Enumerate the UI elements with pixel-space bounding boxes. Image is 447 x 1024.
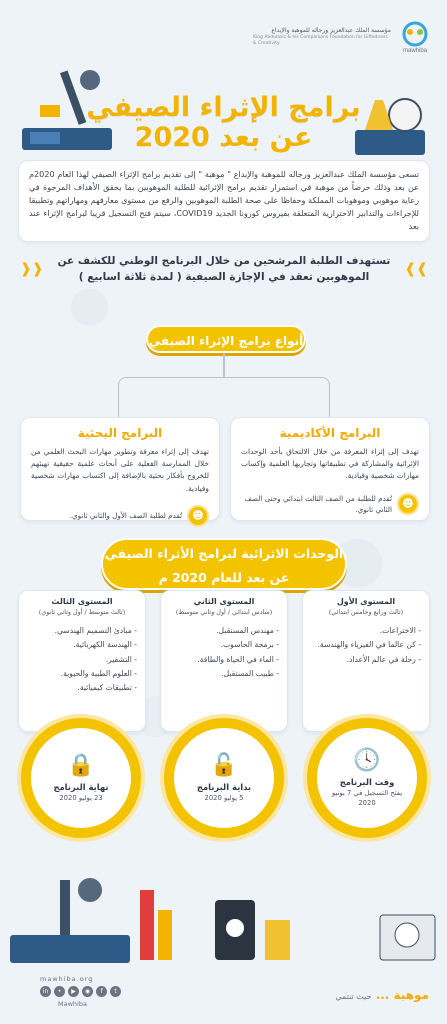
list-item: - الاختراعات. bbox=[379, 626, 421, 636]
target-banner bbox=[20, 243, 428, 295]
list-item: - مهندس المستقبل. bbox=[216, 626, 279, 636]
academic-program-card bbox=[230, 417, 430, 521]
academic-body: تهدف إلى إثراء المعرفة من خلال الالتحاق بأحد الوحدات الإثرائية والمشاركة في تطبيقاتها وتجاربها العلمية وإكساب مهارات شخصية وقيادية. bbox=[241, 447, 419, 481]
units-heading: الوحدات الاثرائية لبرامج الأثراء الصيفي عن بعد للعام 2020 م bbox=[101, 538, 347, 590]
facebook-icon[interactable]: f bbox=[96, 986, 107, 997]
page-title-line1: برامج الإثراء الصيفي bbox=[86, 92, 361, 123]
level-1-heading: المستوى الأول (ثالث ورابع وخامس ابتدائي) bbox=[328, 597, 404, 616]
level-2-card bbox=[160, 590, 288, 732]
students-icon: ☻ bbox=[187, 505, 209, 527]
intro-card bbox=[18, 160, 430, 242]
start-date-circle: 🔓 بداية البرنامج 5 يوليو 2020 bbox=[164, 718, 284, 838]
level-1-card bbox=[302, 590, 430, 732]
list-item: - الماء في الحياة والطاقة. bbox=[197, 654, 279, 664]
youtube-icon[interactable]: ▶ bbox=[68, 986, 79, 997]
list-item: - تطبيقات كيميائية. bbox=[77, 682, 137, 692]
flickr-icon[interactable]: • bbox=[54, 986, 65, 997]
research-title: البرامج البحثية bbox=[77, 426, 163, 440]
students-icon: ☻ bbox=[397, 493, 419, 515]
registration-date-circle: 🕓 وقت البرنامج يفتح التسجيل في 7 يونيو 2020 bbox=[307, 718, 427, 838]
social-handle: Mawhiba bbox=[58, 1000, 87, 1008]
list-item: - الهندسة الكهربائية. bbox=[73, 640, 137, 650]
org-logo-block bbox=[253, 18, 433, 56]
list-item: - رحلة في عالم الأعداد. bbox=[346, 654, 421, 664]
instagram-icon[interactable]: ◉ bbox=[82, 986, 93, 997]
intro-text: تسعى مؤسسة الملك عبدالعزيز ورجاله للموهبة والإبداع " موهبة " إلى تقديم برامج الإثراء الصيفي لهذا العام 2020م عن بعد وذلك حرصاً من موهبة في استمرار تقديم برامج الإثرائية للطلبة الموهوبين بما يحقق الأهداف المرجوة في رعاية موهوبي وموهوبات المملكة وحفاظا على صحة الطلبة الموهوبين والرفع من مستوى معارفهم ومهاراتهم وتطبيقا للإجراءات والتدابير الاحترازية المتعلقة بفيروس كورونا الجديد COVID19، سيتم فتح التسجيل قريبا لبرامج الإثراء عند بعد bbox=[29, 169, 419, 232]
list-item: - برمجة الحاسوب. bbox=[220, 640, 279, 650]
research-body: تهدف إلى إثراء معرفة وتطوير مهارات البحث العلمي من خلال الممارسة الفعلية على أبحاث علمية حقيقية تهيئهم للخروج بأفكار بحثية بالإضافة إلى اكتساب مهارات شخصية وقيادية. bbox=[31, 447, 209, 493]
end-date-circle: 🔒 نهاية البرنامج 23 يوليو 2020 bbox=[21, 718, 141, 838]
org-name: مؤسسة الملك عبدالعزيز ورجاله للموهبة والإبداع King Abdulaziz & his Companions Foundation for Giftedness & Creativity bbox=[253, 27, 391, 46]
academic-audience: ☻ تُقدم للطلبة من الصف الثالث ابتدائي وحتى الصف الثاني ثانوي. bbox=[241, 493, 419, 515]
mawhiba-logo-icon bbox=[397, 18, 433, 56]
lock-icon: 🔒 bbox=[67, 752, 95, 778]
arrow-right-icon: ❱❱ bbox=[404, 261, 428, 277]
research-program-card bbox=[20, 417, 220, 521]
list-item: - كن عالما في الفيزياء والهندسة. bbox=[317, 640, 421, 650]
research-audience: ☻ تُقدم لطلبة الصف الأول والثاني ثانوي. bbox=[31, 505, 209, 527]
list-item: - العلوم الطبية والحيوية. bbox=[60, 668, 137, 678]
arrow-left-icon: ❰❰ bbox=[20, 261, 44, 277]
twitter-icon[interactable]: t bbox=[110, 986, 121, 997]
tree-connector-stem bbox=[223, 353, 225, 377]
academic-title: البرامج الأكاديمية bbox=[279, 426, 381, 440]
level-3-heading: المستوى الثالث (ثالث متوسط / أول وثاني ثانوي) bbox=[38, 597, 126, 616]
types-heading: أنواع برامج الإثراء الصيفي bbox=[146, 325, 306, 353]
level-3-list bbox=[27, 624, 137, 694]
footer-brand: موهبة ... حيث تنتمي bbox=[335, 988, 429, 1002]
list-item: - التشفير. bbox=[105, 654, 137, 664]
page-title-line2: عن بعد 2020 bbox=[134, 122, 313, 153]
level-2-heading: المستوى الثاني (سادس ابتدائي / أول وثاني متوسط) bbox=[175, 597, 273, 616]
tree-connector bbox=[118, 377, 330, 417]
level-2-list bbox=[169, 624, 279, 680]
list-item: - مبادئ التصميم الهندسي. bbox=[54, 626, 137, 636]
level-1-list bbox=[311, 624, 421, 666]
linkedin-icon[interactable]: in bbox=[40, 986, 51, 997]
target-text: تستهدف الطلبة المرشحين من خلال البرنامج الوطني للكشف عن الموهوبين تعقد في الإجازة الصيفية ( لمدة ثلاثة اسابيع ) bbox=[57, 254, 391, 283]
clock-icon: 🕓 bbox=[353, 747, 381, 773]
website-link[interactable]: mawhiba.org bbox=[40, 975, 94, 983]
level-3-card bbox=[18, 590, 146, 732]
social-icons bbox=[40, 986, 121, 997]
svg-text:mawhiba: mawhiba bbox=[402, 48, 428, 54]
unlock-icon: 🔓 bbox=[210, 752, 238, 778]
list-item: - طبيب المستقبل. bbox=[221, 668, 279, 678]
lab-equipment-illustration bbox=[0, 860, 447, 970]
